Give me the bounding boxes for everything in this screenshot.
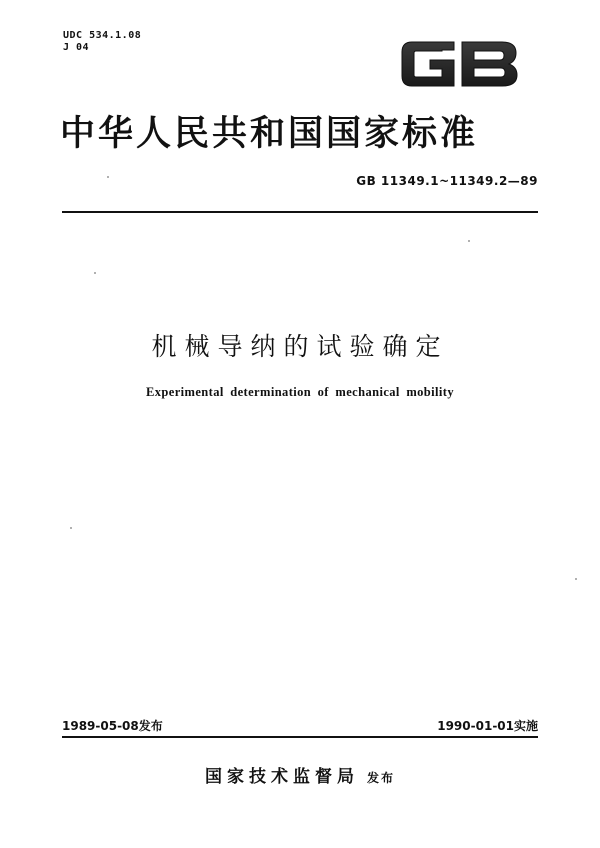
gb-logo: [398, 36, 520, 92]
bottom-divider: [62, 736, 538, 738]
top-divider: [62, 211, 538, 213]
scan-speck: [94, 272, 96, 274]
publish-word: 发布: [366, 771, 395, 785]
publisher-line: [0, 762, 600, 787]
scan-speck: [70, 527, 72, 529]
logo-text: GB: [459, 90, 461, 91]
implementation-date: 1990-01-01实施: [437, 719, 538, 733]
publisher-name: 国家技术监督局: [204, 767, 359, 787]
scan-speck: [107, 176, 109, 178]
scan-speck: [575, 578, 577, 580]
standard-number: GB 11349.1~11349.2—89: [356, 174, 538, 188]
issue-date: 1989-05-08发布: [62, 719, 163, 733]
document-title-en: Experimental determination of mechanical mobility: [146, 385, 454, 399]
document-title-cn: 机械导纳的试验确定: [151, 332, 449, 361]
national-standard-title: 中华人民共和国国家标准: [60, 114, 479, 154]
classification-block: [63, 30, 141, 54]
udc-code: UDC 534.1.08: [63, 30, 142, 41]
class-code: J 04: [63, 42, 90, 53]
scan-speck: [468, 240, 470, 242]
